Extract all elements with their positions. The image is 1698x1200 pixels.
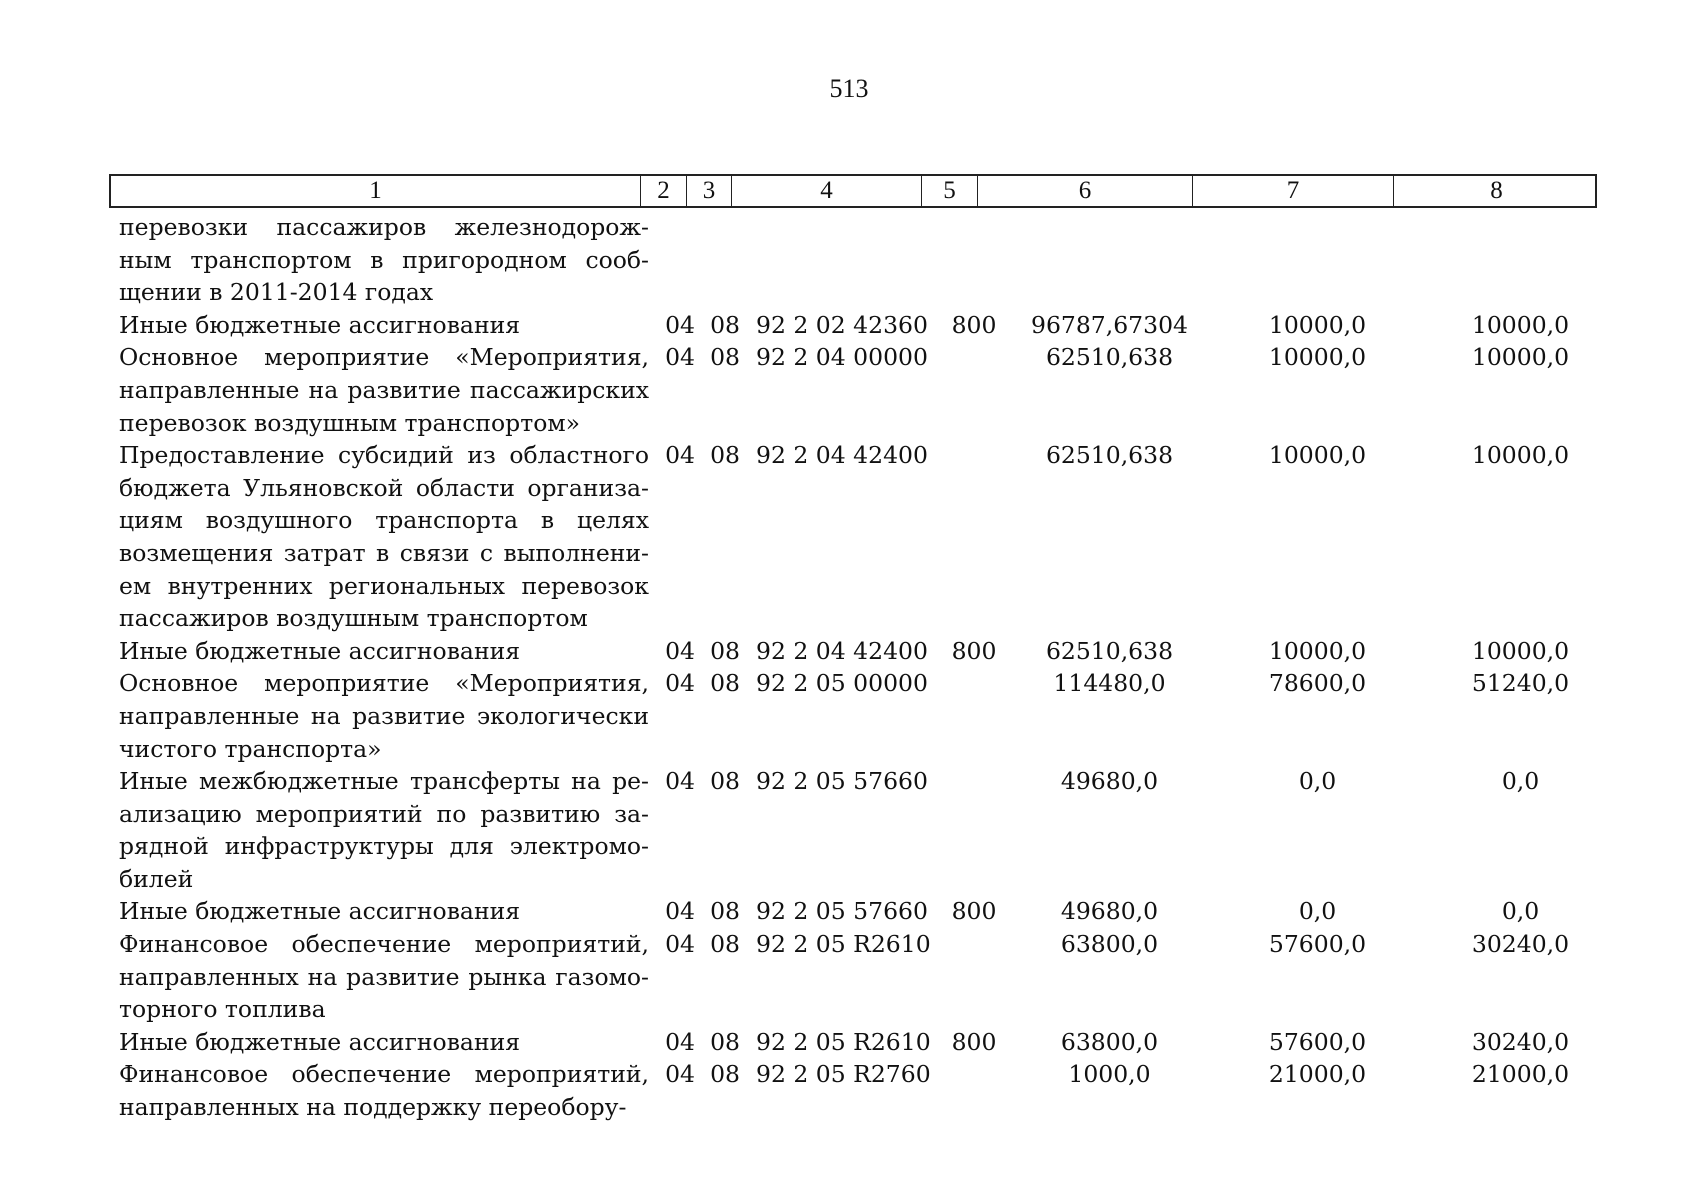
description-cell	[109, 635, 649, 668]
cell-col5: 800	[951, 636, 997, 665]
description-line: Финансовое обеспечение мероприятий,	[119, 930, 649, 959]
cell-col5	[946, 928, 1002, 1026]
description-line: торного топлива	[119, 995, 326, 1024]
budget-table	[109, 211, 1623, 1124]
cell-col5: 800	[951, 897, 997, 926]
cell-col5	[946, 765, 1002, 895]
cell-col5	[946, 211, 1002, 309]
table-row	[109, 211, 1623, 309]
cell-col6: 63800,0	[1060, 1027, 1159, 1056]
cell-col7: 78600,0	[1268, 669, 1367, 698]
cell-col5	[946, 341, 1002, 439]
description-line: направленных на поддержку переобору-	[119, 1093, 627, 1122]
description-line: щении в 2011-2014 годах	[119, 278, 434, 307]
table-header	[109, 174, 1597, 208]
cell-col3: 08	[710, 441, 740, 470]
description-cell	[109, 439, 649, 635]
table-row	[109, 309, 1623, 342]
cell-col7: 0,0	[1298, 767, 1337, 796]
cell-col4: 92 2 05 R2760	[756, 1060, 931, 1089]
cell-col3: 08	[710, 767, 740, 796]
cell-col5	[946, 439, 1002, 635]
cell-col5	[946, 667, 1002, 765]
cell-col4: 92 2 05 57660	[756, 767, 928, 796]
table-row	[109, 439, 1623, 635]
cell-col7: 0,0	[1298, 897, 1337, 926]
cell-col2: 04	[665, 636, 695, 665]
description-cell	[109, 211, 649, 309]
table-row	[109, 1026, 1623, 1059]
cell-col8: 10000,0	[1471, 636, 1570, 665]
cell-col8: 10000,0	[1471, 343, 1570, 372]
cell-col2: 04	[665, 343, 695, 372]
description-line: циям воздушного транспорта в целях	[119, 506, 649, 535]
description-line: рядной инфраструктуры для электромо-	[119, 832, 649, 861]
cell-col6: 1000,0	[1068, 1060, 1151, 1089]
description-line: Иные бюджетные ассигнования	[119, 1027, 521, 1056]
header-cell: 8	[1490, 177, 1503, 204]
header-cell: 4	[732, 176, 922, 206]
table-row	[109, 1058, 1623, 1123]
cell-col2: 04	[665, 1060, 695, 1089]
description-line: ным транспортом в пригородном сооб-	[119, 245, 649, 274]
description-line: возмещения затрат в связи с выполнени-	[119, 538, 649, 567]
cell-col4: 92 2 05 R2610	[756, 1027, 931, 1056]
table-row	[109, 635, 1623, 668]
cell-col6: 96787,67304	[1031, 310, 1188, 339]
cell-col7: 10000,0	[1268, 343, 1367, 372]
description-cell	[109, 765, 649, 895]
cell-col3: 08	[710, 1060, 740, 1089]
description-line: бюджета Ульяновской области организа-	[119, 473, 649, 502]
cell-col2: 04	[665, 669, 695, 698]
table-row	[109, 341, 1623, 439]
table-row	[109, 928, 1623, 1026]
description-cell	[109, 341, 649, 439]
header-cell: 2	[641, 176, 687, 206]
cell-col7: 10000,0	[1268, 310, 1367, 339]
cell-col6: 62510,638	[1045, 636, 1174, 665]
cell-col8: 0,0	[1501, 767, 1540, 796]
cell-col8: 10000,0	[1471, 310, 1570, 339]
description-line: Иные бюджетные ассигнования	[119, 310, 521, 339]
cell-col8: 0,0	[1501, 897, 1540, 926]
header-cell: 6	[978, 176, 1193, 206]
cell-col3: 08	[710, 669, 740, 698]
description-line: билей	[119, 864, 194, 893]
table-row	[109, 765, 1623, 895]
cell-col4	[740, 211, 946, 309]
cell-col7: 10000,0	[1268, 636, 1367, 665]
cell-col3: 08	[710, 930, 740, 959]
cell-col2: 04	[665, 441, 695, 470]
header-cell: 1	[111, 176, 641, 206]
cell-col6: 49680,0	[1060, 897, 1159, 926]
cell-col5	[946, 1058, 1002, 1123]
cell-col7	[1217, 211, 1418, 309]
description-line: направленных на развитие рынка газомо-	[119, 962, 649, 991]
cell-col8: 21000,0	[1471, 1060, 1570, 1089]
description-cell	[109, 1058, 649, 1123]
cell-col6: 49680,0	[1060, 767, 1159, 796]
description-cell	[109, 895, 649, 928]
cell-col7: 21000,0	[1268, 1060, 1367, 1089]
cell-col8: 30240,0	[1471, 930, 1570, 959]
header-cell: 3	[687, 176, 732, 206]
cell-col6: 62510,638	[1045, 441, 1174, 470]
cell-col4: 92 2 05 R2610	[756, 930, 931, 959]
cell-col8: 30240,0	[1471, 1027, 1570, 1056]
description-line: пассажиров воздушным транспортом	[119, 604, 588, 633]
cell-col2: 04	[665, 767, 695, 796]
cell-col2: 04	[665, 930, 695, 959]
description-cell	[109, 309, 649, 342]
cell-col8: 51240,0	[1471, 669, 1570, 698]
description-line: ализацию мероприятий по развитию за-	[119, 799, 649, 828]
header-cell: 5	[922, 176, 978, 206]
description-line: чистого транспорта»	[119, 734, 382, 763]
cell-col6: 62510,638	[1045, 343, 1174, 372]
description-line: Предоставление субсидий из областного	[119, 441, 649, 470]
cell-col3: 08	[710, 343, 740, 372]
cell-col8	[1418, 211, 1623, 309]
header-cell: 7	[1193, 176, 1394, 206]
cell-col4: 92 2 04 00000	[756, 343, 928, 372]
description-cell	[109, 1026, 649, 1059]
table-row	[109, 895, 1623, 928]
cell-col5: 800	[951, 1027, 997, 1056]
description-line: направленные на развитие пассажирских	[119, 375, 649, 404]
description-cell	[109, 667, 649, 765]
cell-col4: 92 2 05 00000	[756, 669, 928, 698]
cell-col4: 92 2 04 42400	[756, 441, 928, 470]
description-line: Иные бюджетные ассигнования	[119, 897, 521, 926]
cell-col4: 92 2 04 42400	[756, 636, 928, 665]
description-line: ем внутренних региональных перевозок	[119, 571, 649, 600]
cell-col4: 92 2 02 42360	[756, 310, 928, 339]
description-line: Финансовое обеспечение мероприятий,	[119, 1060, 649, 1089]
description-line: Иные межбюджетные трансферты на ре-	[119, 767, 649, 796]
cell-col8: 10000,0	[1471, 441, 1570, 470]
cell-col2: 04	[665, 897, 695, 926]
cell-col4: 92 2 05 57660	[756, 897, 928, 926]
cell-col3: 08	[710, 1027, 740, 1056]
cell-col6	[1002, 211, 1217, 309]
description-cell	[109, 928, 649, 1026]
cell-col7: 57600,0	[1268, 1027, 1367, 1056]
cell-col2: 04	[665, 310, 695, 339]
cell-col6: 114480,0	[1053, 669, 1166, 698]
cell-col5: 800	[951, 310, 997, 339]
description-line: направленные на развитие экологически	[119, 701, 649, 730]
description-line: Основное мероприятие «Мероприятия,	[119, 669, 649, 698]
cell-col2	[649, 211, 695, 309]
cell-col3	[695, 211, 740, 309]
table-row	[109, 667, 1623, 765]
description-line: Иные бюджетные ассигнования	[119, 636, 521, 665]
description-line: перевозок воздушным транспортом»	[119, 408, 581, 437]
cell-col6: 63800,0	[1060, 930, 1159, 959]
cell-col3: 08	[710, 636, 740, 665]
cell-col3: 08	[710, 897, 740, 926]
description-line: перевозки пассажиров железнодорож-	[119, 213, 649, 241]
description-line: Основное мероприятие «Мероприятия,	[119, 343, 649, 372]
cell-col7: 10000,0	[1268, 441, 1367, 470]
cell-col2: 04	[665, 1027, 695, 1056]
page-number: 513	[829, 74, 869, 103]
cell-col3: 08	[710, 310, 740, 339]
cell-col7: 57600,0	[1268, 930, 1367, 959]
